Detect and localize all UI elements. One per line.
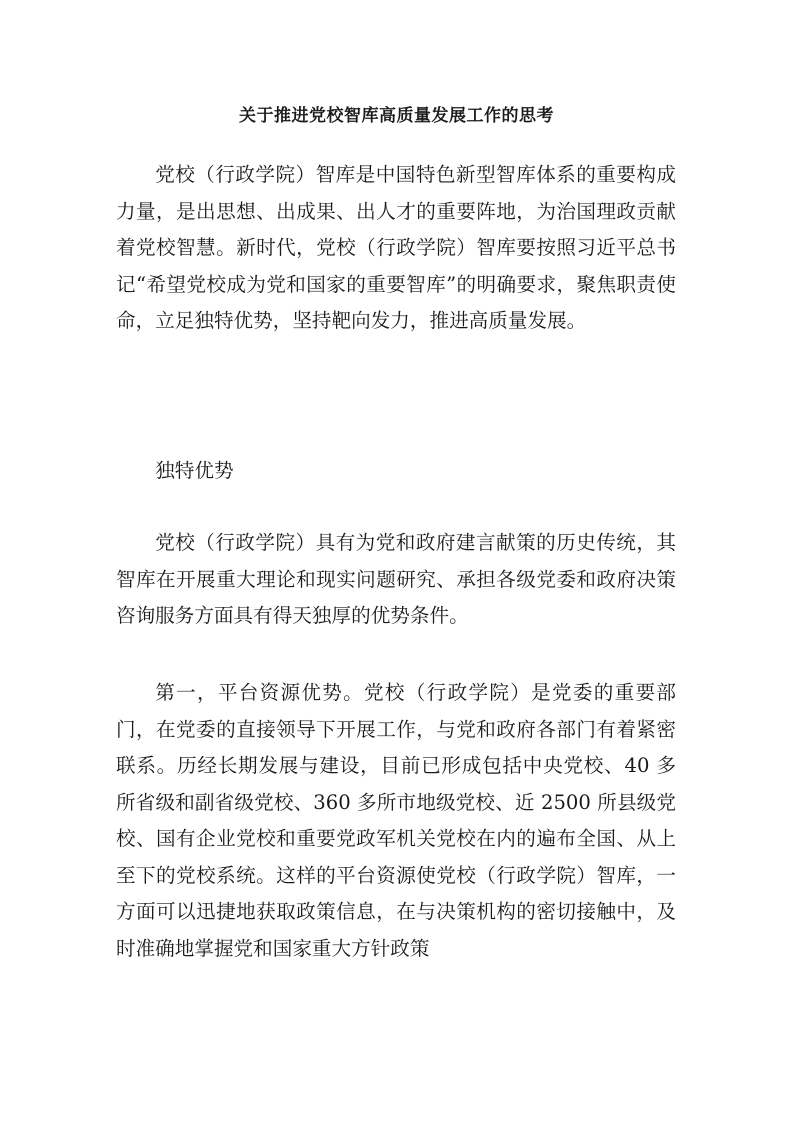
- document-title: 关于推进党校智库高质量发展工作的思考: [239, 106, 554, 126]
- platform-advantage-paragraph: 第一，平台资源优势。党校（行政学院）是党委的重要部门，在党委的直接领导下开展工作，与党和政府各部门有着紧密联系。历经长期发展与建设，目前已形成包括中央党校、40 多所省级和副省级党校、360 多所市地级党校、近 2500 所县级党校、国有企业党校和重要党政军机关党校在内的遍布全国、从上至下的党校系统。这样的平台资源使党校（行政学院）智库，一方面可以迅捷地获取政策信息，在与决策机构的密切接触中，及时准确地掌握党和国家重大方针政策: [116, 681, 676, 960]
- section-paragraph: 党校（行政学院）具有为党和政府建言献策的历史传统，其智库在开展重大理论和现实问题研究、承担各级党委和政府决策咨询服务方面具有得天独厚的优势条件。: [116, 531, 676, 627]
- section-heading: 独特优势: [155, 459, 234, 482]
- intro-paragraph: 党校（行政学院）智库是中国特色新型智库体系的重要构成力量，是出思想、出成果、出人才的重要阵地，为治国理政贡献着党校智慧。新时代，党校（行政学院）智库要按照习近平总书记“希望党校成为党和国家的重要智库”的明确要求，聚焦职责使命，立足独特优势，坚持靶向发力，推进高质量发展。: [116, 163, 676, 332]
